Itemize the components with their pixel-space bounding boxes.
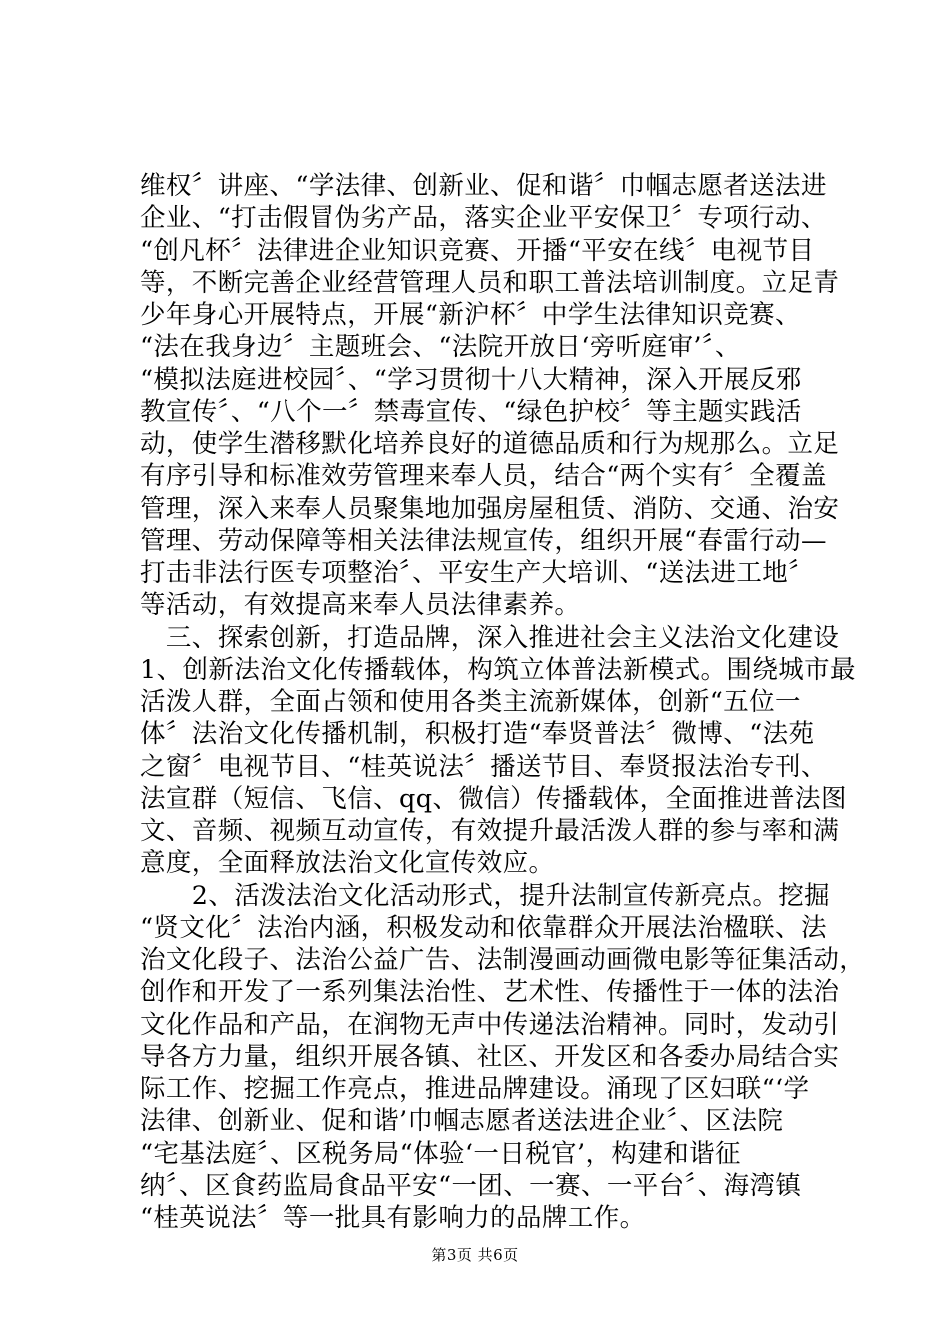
text-line: “模拟法庭进校园〞、“学习贯彻十八大精神，深入开展反邪 — [140, 365, 802, 395]
text-line: 意度，全面释放法治文化宣传效应。 — [140, 848, 555, 878]
text-line: “桂英说法〞等一批具有影响力的品牌工作。 — [140, 1203, 646, 1233]
text-line: 文、音频、视频互动宣传，有效提升最活泼人群的参与率和满 — [140, 816, 840, 846]
text-line: 之窗〞电视节目、“桂英说法〞播送节目、奉贤报法治专刊、 — [140, 752, 827, 782]
text-line: 1、创新法治文化传播载体，构筑立体普法新模式。围绕城市最 — [140, 655, 856, 685]
text-line: 企业、“打击假冒伪劣产品，落实企业平安保卫〞专项行动、 — [140, 203, 827, 233]
text-line: 动，使学生潜移默化培养良好的道德品质和行为规那么。立足 — [140, 429, 840, 459]
text-line: 体〞法治文化传播机制，积极打造“奉贤普法〞微博、“法苑 — [140, 719, 815, 749]
text-line: 管理、劳动保障等相关法律法规宣传，组织开展“春雷行动— — [140, 526, 827, 556]
text-line: 活泼人群，全面占领和使用各类主流新媒体，创新“五位一 — [140, 687, 801, 717]
text-line: 治文化段子、法治公益广告、法制漫画动画微电影等征集活动， — [140, 945, 866, 975]
page-footer: 第3页 共6页 — [431, 1246, 519, 1264]
text-line: 打击非法行医专项整治〞、平安生产大培训、“送法进工地〞 — [140, 558, 815, 588]
text-line: 等活动，有效提高来奉人员法律素养。 — [140, 590, 581, 620]
text-line: 导各方力量，组织开展各镇、社区、开发区和各委办局结合实 — [140, 1042, 840, 1072]
text-line: 教宣传〞、“八个一〞禁毒宣传、“绿色护校〞等主题实践活 — [140, 397, 802, 427]
text-line: 少年身心开展特点，开展“新沪杯〞中学生法律知识竞赛、 — [140, 300, 801, 330]
section-heading: 三、探索创新，打造品牌，深入推进社会主义法治文化建设 — [140, 623, 840, 653]
text-line: 创作和开发了一系列集法治性、艺术性、传播性于一体的法治 — [140, 977, 840, 1007]
text-line: 等，不断完善企业经营管理人员和职工普法培训制度。立足青 — [140, 268, 840, 298]
text-line: “法在我身边〞主题班会、“法院开放日‘旁听庭审’〞、 — [140, 332, 741, 362]
text-line: 维权〞讲座、“学法律、创新业、促和谐〞巾帼志愿者送法进 — [140, 171, 827, 201]
text-line: 际工作、挖掘工作亮点，推进品牌建设。涌现了区妇联“‘学 — [140, 1074, 810, 1104]
text-line: “贤文化〞法治内涵，积极发动和依靠群众开展法治楹联、法 — [140, 913, 827, 943]
text-line: “宅基法庭〞、区税务局“体验‘一日税官’，构建和谐征 — [140, 1139, 741, 1169]
text-line: 管理，深入来奉人员聚集地加强房屋租赁、消防、交通、治安 — [140, 494, 840, 524]
text-line: “创凡杯〞法律进企业知识竞赛、开播“平安在线〞电视节目 — [140, 236, 815, 266]
text-line: 法宣群（短信、飞信、qq、微信）传播载体，全面推进普法图 — [140, 784, 847, 814]
text-line: 2、活泼法治文化活动形式，提升法制宣传新亮点。挖掘 — [140, 881, 831, 911]
text-line: 有序引导和标准效劳管理来奉人员，结合“两个实有〞全覆盖 — [140, 461, 827, 491]
text-line: 法律、创新业、促和谐’巾帼志愿者送法进企业〞、区法院 — [140, 1106, 784, 1136]
text-line: 文化作品和产品，在润物无声中传递法治精神。同时，发动引 — [140, 1010, 840, 1040]
text-line: 纳〞、区食药监局食品平安“一团、一赛、一平台〞、海湾镇 — [140, 1171, 802, 1201]
